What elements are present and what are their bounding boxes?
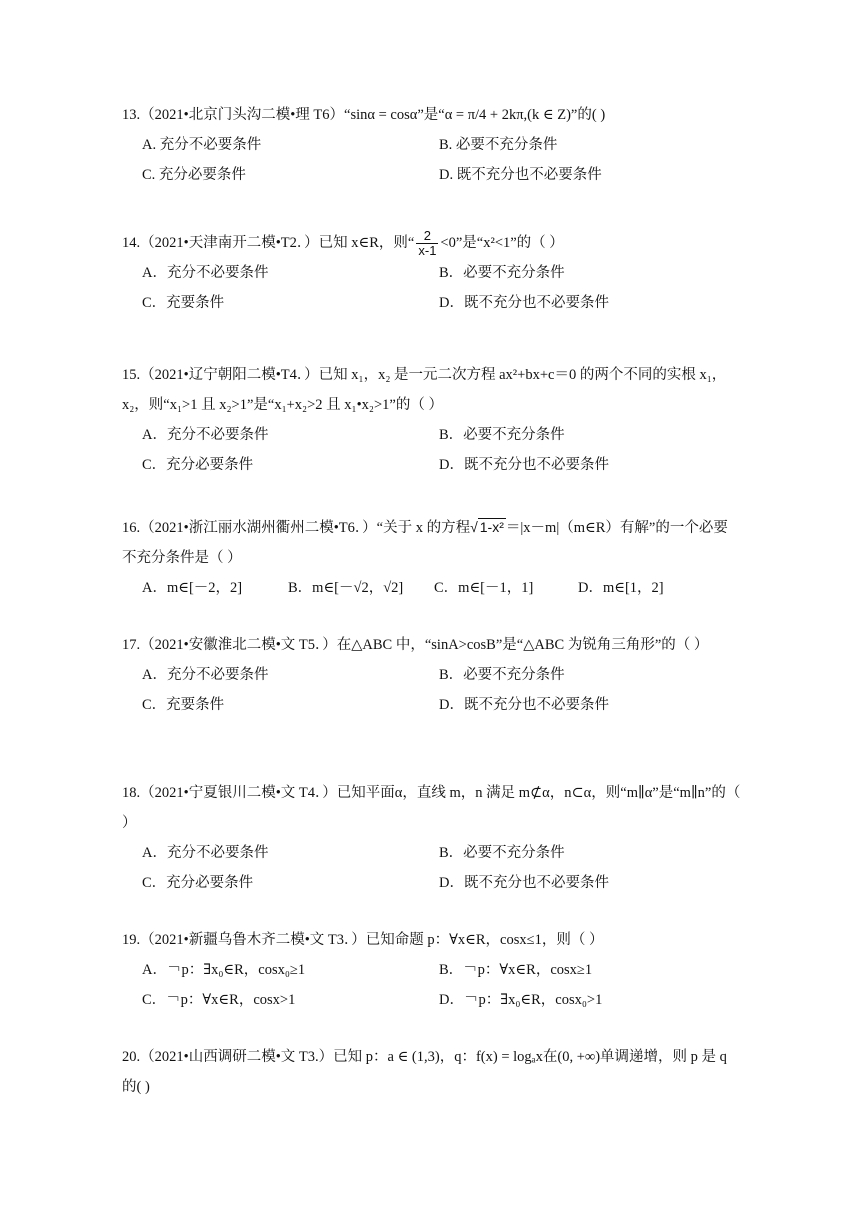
option-a[interactable]: A. 充分不必要条件 (142, 137, 262, 153)
question-stem: 15.（2021•辽宁朝阳二模•T4．）已知 x₁，x₂ 是一元二次方程 ax²+bx+c＝0 的两个不同的实根 x₁，x₂，则“x₁>1 且 x₂>1”是“x₁+x₂>2 且 x₁•x₂>1”的（ ） (122, 367, 727, 413)
option-a[interactable]: A．m∈[－2，2] (142, 580, 243, 596)
question-stem: 13.（2021•北京门头沟二模•理 T6）“sinα = cosα”是“α = π/4 + 2kπ,(k ∈ Z)”的( ) (122, 107, 606, 123)
options (142, 838, 742, 898)
option-a[interactable]: A．充分不必要条件 (142, 845, 269, 861)
options (142, 130, 742, 190)
option-b[interactable]: B. 必要不充分条件 (439, 137, 558, 153)
question-14 (122, 228, 742, 318)
question-stem: 20.（2021•山西调研二模•文 T3.）已知 p：a ∈ (1,3)，q：f(x) = logₐx在(0, +∞)单调递增，则 p 是 q 的( ) (122, 1049, 727, 1095)
question-stem (122, 512, 742, 573)
options (142, 573, 742, 603)
option-a[interactable]: A．￢p：∃x₀∈R，cosx₀≥1 (142, 962, 306, 978)
stem-part-a: 14.（2021•天津南开二模•T2．）已知 x∈R，则“ (122, 235, 415, 251)
option-b[interactable]: B．必要不充分条件 (439, 427, 565, 443)
question-18 (122, 778, 742, 898)
question-stem: 18.（2021•宁夏银川二模•文 T4．）已知平面α，直线 m，n 满足 m⊄α，n⊂α，则“m∥α”是“m∥n”的（ ） (122, 785, 741, 831)
option-d[interactable]: D．￢p：∃x₀∈R，cosx₀>1 (439, 992, 603, 1008)
question-13 (122, 100, 742, 190)
options (142, 660, 742, 720)
question-stem: 17.（2021•安徽淮北二模•文 T5．）在△ABC 中，“sinA>cosB”是“△ABC 为锐角三角形”的（ ） (122, 637, 709, 653)
option-c[interactable]: C．m∈[－1，1] (434, 580, 534, 596)
option-c[interactable]: C．充要条件 (142, 295, 225, 312)
option-b[interactable]: B．必要不充分条件 (439, 667, 565, 683)
option-d[interactable]: D．m∈[1，2] (578, 580, 664, 596)
sqrt-expression: √ 1-x² (470, 519, 504, 535)
question-stem (122, 228, 742, 258)
options (142, 258, 742, 318)
option-a[interactable]: A．充分不必要条件 (142, 265, 269, 282)
option-b[interactable]: B．￢p：∀x∈R，cosx≥1 (439, 962, 593, 978)
stem-part-b: ＝|x－m|（m∈R）有解”的一个必要不充分条件是（ ） (122, 520, 728, 566)
options (142, 420, 742, 480)
option-c[interactable]: C．充要条件 (142, 697, 225, 713)
option-d[interactable]: D. 既不充分也不必要条件 (439, 167, 602, 183)
question-16 (122, 512, 742, 603)
option-b[interactable]: B．必要不充分条件 (439, 265, 565, 282)
question-15 (122, 360, 742, 480)
options (142, 955, 742, 1015)
question-17 (122, 630, 742, 720)
option-c[interactable]: C．充分必要条件 (142, 875, 254, 891)
option-c[interactable]: C．￢p：∀x∈R，cosx>1 (142, 992, 296, 1008)
option-c[interactable]: C．充分必要条件 (142, 457, 254, 473)
option-b[interactable]: B．必要不充分条件 (439, 845, 565, 861)
stem-part-a: 16.（2021•浙江丽水湖州衢州二模•T6．）“关于 x 的方程 (122, 520, 471, 536)
question-stem: 19.（2021•新疆乌鲁木齐二模•文 T3．）已知命题 p：∀x∈R，cosx≤1，则（ ） (122, 932, 604, 948)
fraction-denominator: x-1 (418, 243, 437, 259)
option-d[interactable]: D．既不充分也不必要条件 (439, 457, 609, 473)
option-a[interactable]: A．充分不必要条件 (142, 427, 269, 443)
option-d[interactable]: D．既不充分也不必要条件 (439, 295, 609, 312)
question-20 (122, 1042, 742, 1102)
fraction (416, 229, 438, 258)
option-c[interactable]: C. 充分必要条件 (142, 167, 246, 183)
option-a[interactable]: A．充分不必要条件 (142, 667, 269, 683)
stem-part-b: <0”是“x²<1”的（ ） (440, 235, 564, 251)
question-19 (122, 925, 742, 1015)
sqrt-radicand: 1-x² (479, 519, 504, 535)
option-d[interactable]: D．既不充分也不必要条件 (439, 697, 609, 713)
fraction-numerator: 2 (423, 228, 431, 244)
option-d[interactable]: D．既不充分也不必要条件 (439, 875, 609, 891)
option-b[interactable]: B．m∈[－√2，√2] (288, 580, 404, 596)
